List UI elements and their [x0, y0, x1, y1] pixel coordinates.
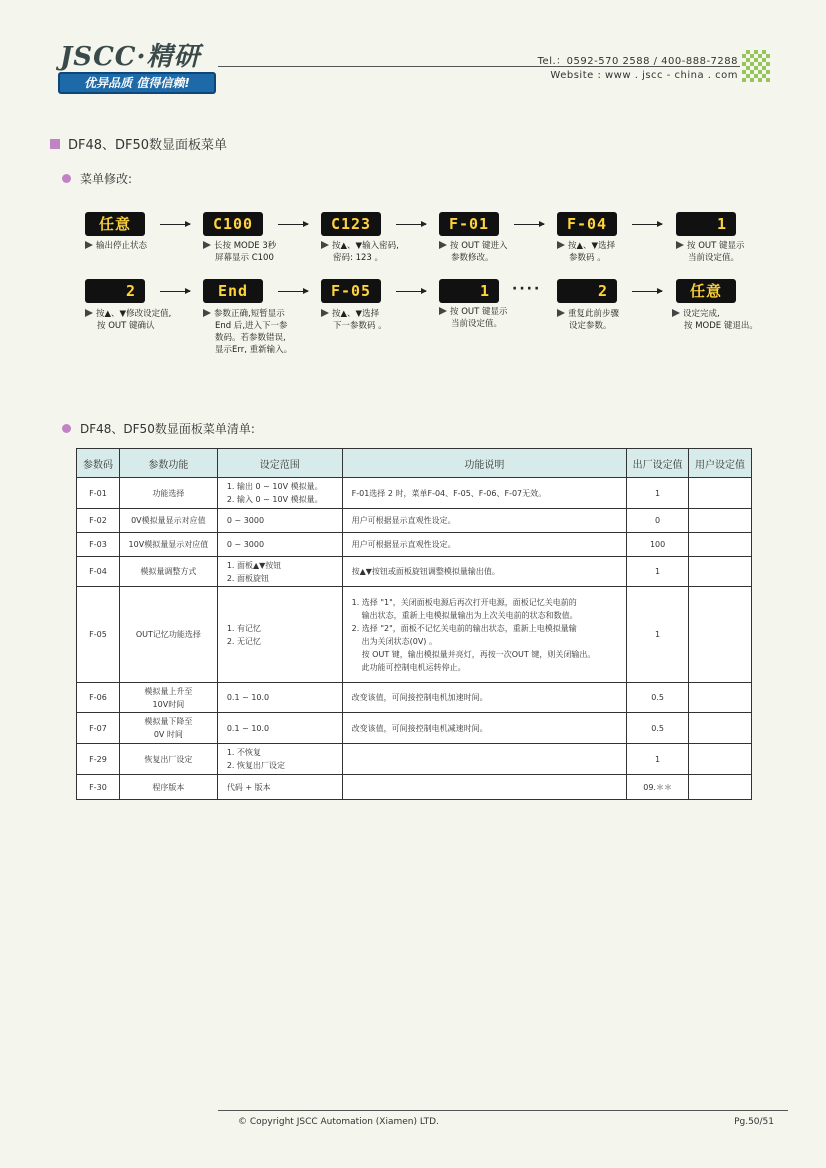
display-step-8: End: [203, 279, 263, 303]
arrow-right-icon: [632, 291, 662, 292]
flow-note-8: 参数正确,短暂显示 End 后,进入下一参 数码。若参数错误, 显示Err, 重新输入。: [203, 308, 292, 356]
pointer-triangle-icon: [85, 241, 93, 249]
table-row: F-07 模拟量下降至 0V 时间 0.1 ~ 10.0 改变该值，可间接控制电机减速时间。 0.5: [77, 713, 752, 744]
menu-modify-heading: 菜单修改:: [62, 170, 132, 187]
menu-list-heading: DF48、DF50数显面板菜单清单:: [62, 420, 255, 437]
pointer-triangle-icon: [676, 241, 684, 249]
round-bullet-icon: [62, 174, 71, 183]
table-row: F-05 OUT记忆功能选择 1. 有记忆 2. 无记忆 1. 选择 "1"，关闭面板电源后再次打开电源，面板记忆关电前的 输出状态，重新上电模拟量输出为上次关电前的状态和数值。 2. 选择 "2"，面板不记忆关电前的输出状态，重新上电模拟量输 出为关闭状态(0V) 。 按 OUT 键，输出模拟量并亮灯，再按一次OUT 键，则关闭输出。 此功能可控制电机运转停止。 1: [77, 587, 752, 683]
table-row: F-30 程序版本 代码 + 版本 09.＊＊: [77, 775, 752, 800]
flow-note-7: 按▲、▼修改设定值, 按 OUT 键确认: [85, 308, 171, 332]
arrow-right-icon: [160, 224, 190, 225]
display-step-1: 任意: [85, 212, 145, 236]
table-row: F-04 模拟量调整方式 1. 面板▲▼按钮 2. 面板旋钮 按▲▼按钮或面板旋钮调整模拟量输出值。 1: [77, 557, 752, 587]
table-row: F-06 模拟量上升至 10V时间 0.1 ~ 10.0 改变该值，可间接控制电机加速时间。 0.5: [77, 683, 752, 713]
pointer-triangle-icon: [557, 309, 565, 317]
col-header-code: 参数码: [77, 449, 120, 478]
pointer-triangle-icon: [439, 241, 447, 249]
col-header-factory-value: 出厂设定值: [627, 449, 689, 478]
pointer-triangle-icon: [321, 241, 329, 249]
display-step-2: C100: [203, 212, 263, 236]
flow-note-12: 设定完成, 按 MODE 键退出。: [672, 308, 758, 332]
company-logo-text: JSCC·精研: [60, 42, 201, 72]
flow-note-1: 输出停止状态: [85, 240, 147, 252]
section-title-text: DF48、DF50数显面板菜单: [68, 138, 228, 153]
display-step-7: 2: [85, 279, 145, 303]
section-title: [50, 134, 227, 153]
flow-note-2: 长按 MODE 3秒 屏幕显示 C100: [203, 240, 276, 264]
flow-note-5: 按▲、▼选择 参数码 。: [557, 240, 615, 264]
display-step-4: F-01: [439, 212, 499, 236]
arrow-right-icon: [278, 224, 308, 225]
contact-website: Website : www . jscc - china . com: [550, 70, 738, 81]
pointer-triangle-icon: [557, 241, 565, 249]
pointer-triangle-icon: [672, 309, 680, 317]
flow-note-9: 按▲、▼选择 下一参数码 。: [321, 308, 387, 332]
table-row: F-03 10V模拟量显示对应值 0 ~ 3000 用户可根据显示直观性设定。 100: [77, 533, 752, 557]
col-header-function: 参数功能: [119, 449, 217, 478]
display-step-5: F-04: [557, 212, 617, 236]
square-bullet-icon: [50, 139, 60, 149]
col-header-user-value: 用户设定值: [689, 449, 752, 478]
page-number: Pg.50/51: [734, 1117, 774, 1127]
footer-divider: [218, 1110, 788, 1111]
display-step-12: 任意: [676, 279, 736, 303]
pointer-triangle-icon: [203, 241, 211, 249]
parameter-table: [76, 448, 752, 800]
flow-note-3: 按▲、▼输入密码, 密码: 123 。: [321, 240, 399, 264]
pointer-triangle-icon: [439, 307, 447, 315]
display-step-9: F-05: [321, 279, 381, 303]
arrow-right-icon: [278, 291, 308, 292]
flow-note-11: 重复此前步骤 设定参数。: [557, 308, 619, 332]
slogan-badge: 优异品质 值得信赖!: [58, 72, 216, 94]
flow-note-6: 按 OUT 键显示 当前设定值。: [676, 240, 745, 264]
arrow-right-icon: [396, 291, 426, 292]
flow-note-4: 按 OUT 键进入 参数修改。: [439, 240, 508, 264]
pointer-triangle-icon: [321, 309, 329, 317]
table-row: F-01 功能选择 1. 输出 0 ~ 10V 模拟量。 2. 输入 0 ~ 10V 模拟量。 F-01选择 2 时，菜单F-04、F-05、F-06、F-07无效。 1: [77, 478, 752, 509]
display-step-10: 1: [439, 279, 499, 303]
col-header-range: 设定范围: [217, 449, 342, 478]
checker-pattern-decoration: [742, 50, 770, 82]
arrow-right-icon: [160, 291, 190, 292]
display-step-11: 2: [557, 279, 617, 303]
table-header-row: [77, 449, 752, 478]
round-bullet-icon: [62, 424, 71, 433]
arrow-right-icon: [396, 224, 426, 225]
display-step-3: C123: [321, 212, 381, 236]
display-step-6: 1: [676, 212, 736, 236]
table-row: F-29 恢复出厂设定 1. 不恢复 2. 恢复出厂设定 1: [77, 744, 752, 775]
copyright-text: © Copyright JSCC Automation (Xiamen) LTD.: [238, 1117, 439, 1127]
contact-telephone: Tel.：0592-570 2588 / 400-888-7288: [537, 56, 738, 67]
flow-note-10: 按 OUT 键显示 当前设定值。: [439, 306, 508, 330]
pointer-triangle-icon: [85, 309, 93, 317]
table-row: F-02 0V模拟量显示对应值 0 ~ 3000 用户可根据显示直观性设定。 0: [77, 509, 752, 533]
col-header-description: 功能说明: [342, 449, 627, 478]
arrow-right-icon: [514, 224, 544, 225]
pointer-triangle-icon: [203, 309, 211, 317]
ellipsis-dots: ····: [512, 281, 542, 297]
arrow-right-icon: [632, 224, 662, 225]
